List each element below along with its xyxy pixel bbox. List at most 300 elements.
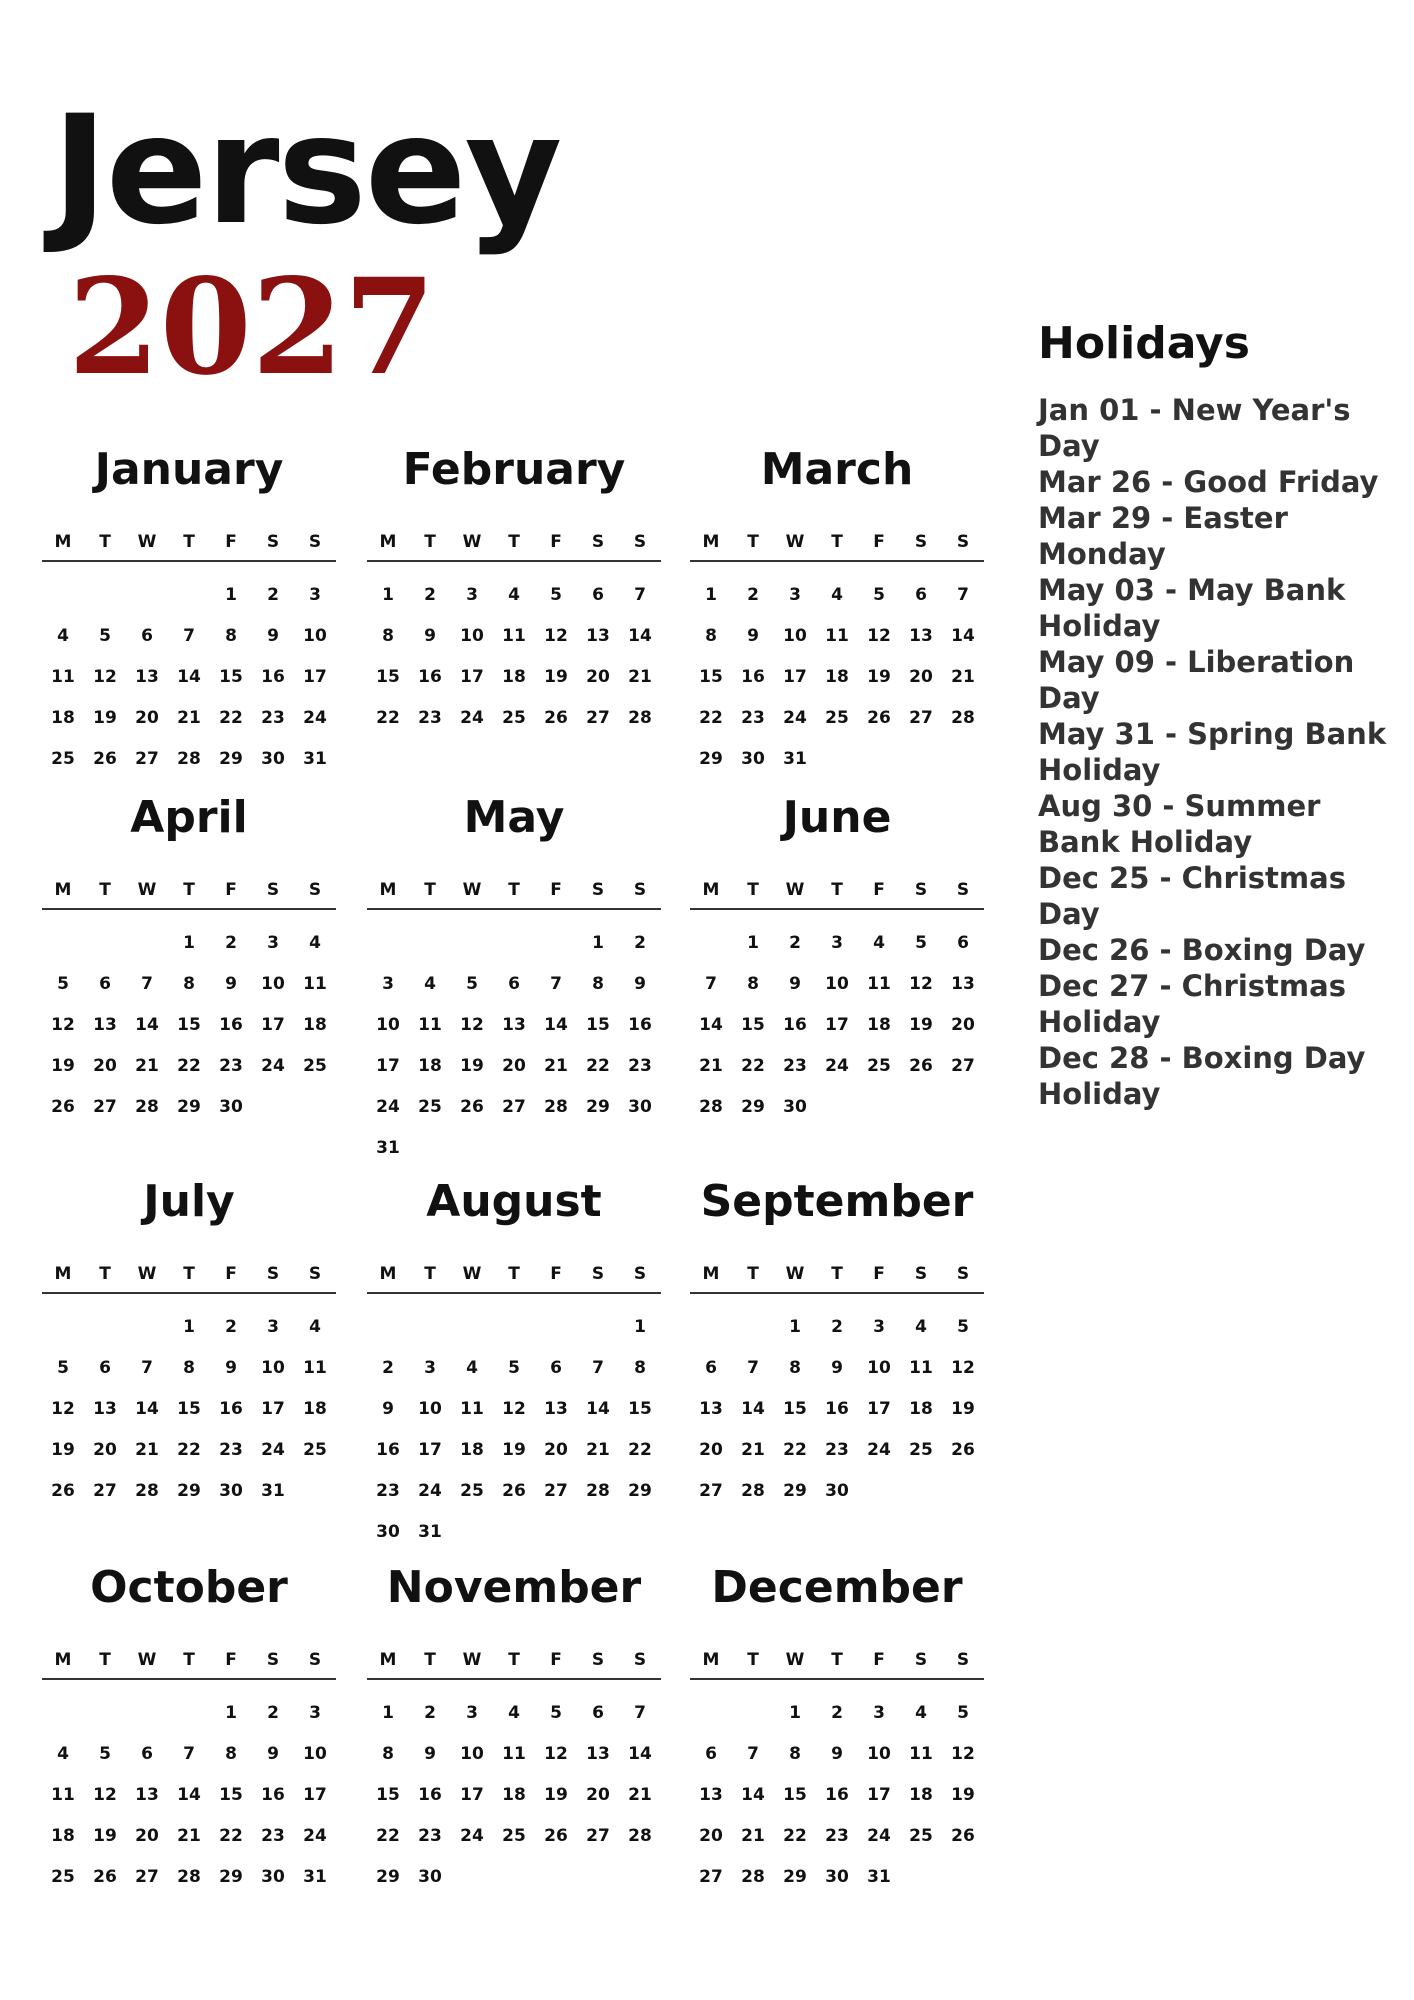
day-cell: 18 [303,1398,327,1419]
day-cell: 2 [225,932,237,953]
day-cell: 26 [951,1439,975,1460]
month-name: November [386,1562,642,1613]
day-cell: 19 [93,1825,117,1846]
day-cell: 6 [508,973,520,994]
day-cell: 20 [586,666,610,687]
day-cell: 2 [267,1702,279,1723]
day-cell: 31 [867,1866,891,1887]
day-cell: 19 [93,707,117,728]
weekday-label: S [914,1650,928,1670]
day-cell: 2 [382,1357,394,1378]
holiday-item: Aug 30 - Summer Bank Holiday [1038,789,1321,859]
month-october [42,1562,336,1897]
weekday-label: F [873,532,885,552]
day-cell: 12 [502,1398,526,1419]
day-cell: 10 [261,1357,285,1378]
day-cell: 24 [867,1439,891,1460]
day-cell: 11 [303,973,327,994]
holiday-item: Jan 01 - New Year's Day [1038,393,1351,463]
weekday-header [690,528,984,552]
day-cell: 14 [135,1398,159,1419]
weekday-label: T [508,1650,520,1670]
day-cell: 17 [867,1398,891,1419]
day-cell: 8 [747,973,759,994]
day-cell: 18 [502,1784,526,1805]
holiday-item: May 31 - Spring Bank Holiday [1038,717,1387,787]
day-cell: 24 [418,1480,442,1501]
day-cell: 21 [135,1055,159,1076]
month-name: September [700,1176,974,1227]
weekday-label: S [266,1264,280,1284]
weekday-label: T [747,1650,759,1670]
day-cell: 12 [51,1014,75,1035]
day-cell: 23 [628,1055,652,1076]
day-cell: 3 [382,973,394,994]
day-cell: 30 [783,1096,807,1117]
weekday-label: S [633,1264,647,1284]
day-cell: 6 [705,1743,717,1764]
day-cell: 12 [951,1743,975,1764]
day-cell: 8 [789,1357,801,1378]
day-cell: 29 [628,1480,652,1501]
month-name: July [143,1176,235,1227]
day-cell: 2 [747,584,759,605]
day-cell: 18 [51,1825,75,1846]
weekday-label: T [508,532,520,552]
day-cell: 17 [376,1055,400,1076]
weekday-label: T [99,1650,111,1670]
holiday-item: Dec 28 - Boxing Day Holiday [1038,1041,1366,1111]
day-cell: 17 [303,666,327,687]
day-cell: 9 [382,1398,394,1419]
day-cell: 28 [628,1825,652,1846]
weekday-label: T [424,532,436,552]
day-cell: 9 [831,1743,843,1764]
day-cell: 8 [789,1743,801,1764]
day-cell: 7 [957,584,969,605]
day-cell: 13 [135,1784,159,1805]
day-cell: 2 [424,1702,436,1723]
day-cell: 17 [261,1398,285,1419]
day-cell: 15 [699,666,723,687]
day-cell: 10 [783,625,807,646]
header-divider [42,1292,336,1294]
weekday-label: S [956,880,970,900]
day-cell: 29 [783,1480,807,1501]
day-cell: 10 [825,973,849,994]
day-cell: 20 [93,1055,117,1076]
weekday-label: S [308,1264,322,1284]
day-cell: 16 [219,1398,243,1419]
day-cell: 15 [376,1784,400,1805]
day-cell: 22 [219,1825,243,1846]
day-cell: 15 [586,1014,610,1035]
day-cell: 15 [783,1784,807,1805]
day-cell: 17 [460,1784,484,1805]
weekday-label: S [956,532,970,552]
weekday-label: W [137,532,157,552]
day-cell: 26 [93,748,117,769]
day-cell: 11 [51,1784,75,1805]
day-cell: 10 [460,625,484,646]
day-cell: 21 [628,666,652,687]
day-cell: 11 [502,1743,526,1764]
weekday-label: S [266,532,280,552]
weekday-label: S [308,880,322,900]
day-cell: 29 [741,1096,765,1117]
weekday-label: F [873,1650,885,1670]
day-cell: 21 [586,1439,610,1460]
header-divider [367,560,661,562]
day-cell: 8 [225,625,237,646]
days-grid [42,1306,336,1511]
day-cell: 23 [261,1825,285,1846]
weekday-label: T [99,880,111,900]
day-cell: 13 [699,1784,723,1805]
weekday-header [367,1260,661,1284]
weekday-label: W [137,880,157,900]
day-cell: 21 [177,707,201,728]
day-cell: 3 [267,1316,279,1337]
day-cell: 23 [783,1055,807,1076]
day-cell: 11 [867,973,891,994]
weekday-label: M [702,1650,720,1670]
day-cell: 30 [261,748,285,769]
holiday-item: May 09 - Liberation Day [1038,645,1355,715]
day-cell: 11 [502,625,526,646]
day-cell: 26 [951,1825,975,1846]
month-september [690,1176,984,1511]
day-cell: 25 [867,1055,891,1076]
weekday-label: S [914,532,928,552]
day-cell: 11 [909,1357,933,1378]
day-cell: 15 [376,666,400,687]
day-cell: 12 [93,666,117,687]
day-cell: 19 [544,1784,568,1805]
day-cell: 29 [219,1866,243,1887]
day-cell: 29 [783,1866,807,1887]
holiday-list [1038,392,1398,1112]
day-cell: 16 [261,1784,285,1805]
day-cell: 14 [177,1784,201,1805]
holiday-item: Dec 26 - Boxing Day [1038,933,1366,967]
day-cell: 21 [628,1784,652,1805]
day-cell: 8 [382,625,394,646]
weekday-label: T [831,1650,843,1670]
day-cell: 28 [628,707,652,728]
weekday-label: T [99,1264,111,1284]
day-cell: 23 [261,707,285,728]
weekday-label: S [914,880,928,900]
day-cell: 3 [267,932,279,953]
day-cell: 27 [93,1480,117,1501]
day-cell: 17 [460,666,484,687]
day-cell: 15 [741,1014,765,1035]
weekday-label: W [137,1650,157,1670]
day-cell: 26 [93,1866,117,1887]
day-cell: 8 [592,973,604,994]
day-cell: 15 [177,1398,201,1419]
day-cell: 20 [699,1439,723,1460]
day-cell: 24 [303,707,327,728]
day-cell: 7 [141,973,153,994]
header-divider [690,1678,984,1680]
day-cell: 8 [225,1743,237,1764]
day-cell: 26 [51,1480,75,1501]
day-cell: 31 [783,748,807,769]
day-cell: 27 [586,1825,610,1846]
day-cell: 7 [634,1702,646,1723]
day-cell: 27 [951,1055,975,1076]
day-cell: 23 [219,1439,243,1460]
days-grid [690,574,984,779]
weekday-label: S [266,1650,280,1670]
weekday-label: S [914,1264,928,1284]
weekday-label: S [956,1264,970,1284]
day-cell: 4 [309,932,321,953]
day-cell: 30 [418,1866,442,1887]
day-cell: 12 [544,625,568,646]
holidays-title: Holidays [1038,318,1250,369]
weekday-label: W [785,532,805,552]
day-cell: 1 [183,1316,195,1337]
day-cell: 6 [141,625,153,646]
day-cell: 1 [225,584,237,605]
day-cell: 7 [634,584,646,605]
day-cell: 25 [502,1825,526,1846]
day-cell: 20 [909,666,933,687]
day-cell: 7 [705,973,717,994]
weekday-label: T [508,880,520,900]
day-cell: 30 [376,1521,400,1542]
header-divider [690,908,984,910]
day-cell: 23 [825,1825,849,1846]
day-cell: 6 [99,1357,111,1378]
holiday-item: Mar 29 - Easter Monday [1038,501,1288,571]
day-cell: 10 [376,1014,400,1035]
day-cell: 31 [376,1137,400,1158]
day-cell: 20 [135,1825,159,1846]
day-cell: 21 [951,666,975,687]
weekday-label: F [873,1264,885,1284]
weekday-label: M [379,1650,397,1670]
day-cell: 20 [502,1055,526,1076]
day-cell: 9 [424,1743,436,1764]
day-cell: 30 [825,1480,849,1501]
day-cell: 4 [915,1702,927,1723]
day-cell: 5 [466,973,478,994]
day-cell: 26 [544,707,568,728]
day-cell: 11 [303,1357,327,1378]
day-cell: 31 [261,1480,285,1501]
day-cell: 6 [592,1702,604,1723]
month-december [690,1562,984,1897]
weekday-label: W [462,1650,482,1670]
day-cell: 1 [382,584,394,605]
day-cell: 11 [909,1743,933,1764]
day-cell: 14 [699,1014,723,1035]
day-cell: 5 [957,1316,969,1337]
month-june [690,792,984,1127]
day-cell: 4 [57,625,69,646]
day-cell: 27 [544,1480,568,1501]
day-cell: 3 [309,1702,321,1723]
day-cell: 14 [177,666,201,687]
day-cell: 14 [135,1014,159,1035]
day-cell: 11 [460,1398,484,1419]
weekday-label: S [633,532,647,552]
day-cell: 30 [261,1866,285,1887]
day-cell: 9 [267,1743,279,1764]
day-cell: 27 [909,707,933,728]
day-cell: 28 [177,1866,201,1887]
day-cell: 13 [909,625,933,646]
day-cell: 22 [177,1439,201,1460]
day-cell: 30 [219,1096,243,1117]
day-cell: 3 [466,584,478,605]
day-cell: 20 [699,1825,723,1846]
weekday-label: W [462,880,482,900]
day-cell: 23 [741,707,765,728]
day-cell: 13 [93,1014,117,1035]
weekday-label: F [225,880,237,900]
day-cell: 28 [135,1096,159,1117]
weekday-label: M [702,532,720,552]
day-cell: 12 [909,973,933,994]
month-name: December [711,1562,963,1613]
day-cell: 31 [418,1521,442,1542]
day-cell: 23 [418,1825,442,1846]
day-cell: 6 [550,1357,562,1378]
day-cell: 13 [951,973,975,994]
day-cell: 17 [867,1784,891,1805]
month-november [367,1562,661,1897]
day-cell: 22 [376,1825,400,1846]
day-cell: 1 [747,932,759,953]
day-cell: 18 [502,666,526,687]
day-cell: 22 [783,1439,807,1460]
day-cell: 14 [628,1743,652,1764]
days-grid [42,1692,336,1897]
month-name: June [782,792,892,843]
weekday-label: S [591,1264,605,1284]
day-cell: 25 [909,1825,933,1846]
day-cell: 24 [376,1096,400,1117]
day-cell: 4 [873,932,885,953]
day-cell: 25 [51,748,75,769]
day-cell: 12 [544,1743,568,1764]
day-cell: 17 [825,1014,849,1035]
month-name: April [130,792,248,843]
weekday-label: W [785,1264,805,1284]
weekday-label: S [956,1650,970,1670]
weekday-header [367,528,661,552]
day-cell: 5 [99,1743,111,1764]
day-cell: 10 [867,1357,891,1378]
day-cell: 6 [705,1357,717,1378]
month-february [367,444,661,738]
weekday-label: F [550,880,562,900]
weekday-label: T [424,1264,436,1284]
day-cell: 13 [586,625,610,646]
day-cell: 17 [303,1784,327,1805]
weekday-label: S [308,1650,322,1670]
weekday-label: W [785,880,805,900]
day-cell: 22 [783,1825,807,1846]
day-cell: 6 [99,973,111,994]
weekday-label: S [591,1650,605,1670]
day-cell: 19 [544,666,568,687]
day-cell: 24 [783,707,807,728]
day-cell: 28 [544,1096,568,1117]
weekday-label: T [183,532,195,552]
header-divider [690,560,984,562]
day-cell: 7 [592,1357,604,1378]
days-grid [42,922,336,1127]
day-cell: 22 [741,1055,765,1076]
day-cell: 23 [219,1055,243,1076]
day-cell: 22 [628,1439,652,1460]
day-cell: 5 [57,973,69,994]
weekday-label: M [379,532,397,552]
day-cell: 20 [93,1439,117,1460]
weekday-header [42,1646,336,1670]
day-cell: 13 [699,1398,723,1419]
day-cell: 7 [183,625,195,646]
days-grid [367,1692,661,1897]
day-cell: 15 [177,1014,201,1035]
day-cell: 25 [502,707,526,728]
day-cell: 30 [825,1866,849,1887]
day-cell: 19 [867,666,891,687]
day-cell: 13 [93,1398,117,1419]
day-cell: 2 [634,932,646,953]
weekday-label: T [831,532,843,552]
day-cell: 16 [783,1014,807,1035]
day-cell: 16 [825,1784,849,1805]
day-cell: 16 [741,666,765,687]
weekday-header [690,1260,984,1284]
weekday-label: S [591,532,605,552]
day-cell: 10 [261,973,285,994]
day-cell: 6 [915,584,927,605]
day-cell: 10 [303,625,327,646]
day-cell: 29 [376,1866,400,1887]
day-cell: 4 [309,1316,321,1337]
day-cell: 9 [747,625,759,646]
day-cell: 1 [183,932,195,953]
day-cell: 3 [424,1357,436,1378]
day-cell: 10 [303,1743,327,1764]
day-cell: 7 [141,1357,153,1378]
weekday-label: T [747,532,759,552]
day-cell: 4 [831,584,843,605]
day-cell: 29 [177,1096,201,1117]
day-cell: 29 [219,748,243,769]
day-cell: 3 [873,1702,885,1723]
header-divider [690,1292,984,1294]
day-cell: 27 [699,1480,723,1501]
weekday-label: W [137,1264,157,1284]
weekday-label: F [550,532,562,552]
weekday-header [690,876,984,900]
day-cell: 4 [508,1702,520,1723]
day-cell: 18 [51,707,75,728]
day-cell: 23 [825,1439,849,1460]
weekday-header [367,1646,661,1670]
day-cell: 1 [789,1702,801,1723]
weekday-label: M [379,880,397,900]
